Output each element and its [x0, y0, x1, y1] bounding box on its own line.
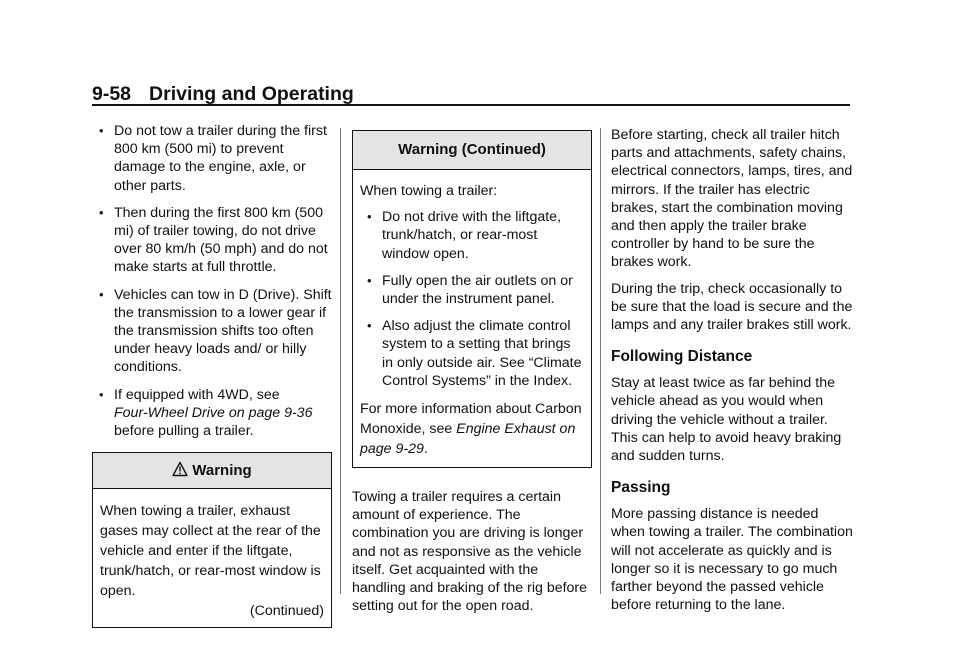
- bullet-icon: •: [99, 286, 104, 302]
- warning-continued-body: [353, 170, 591, 467]
- bullet-icon: •: [367, 272, 372, 288]
- bullet-icon: •: [367, 318, 372, 334]
- trip-check-paragraph: During the trip, check occasionally to be sure that the load is secure and the lamps and any trailer brakes still work.: [611, 280, 853, 334]
- bullet-icon: •: [99, 204, 104, 220]
- list-item: • Do not tow a trailer during the first 800 km (500 mi) to prevent damage to the engine, axle, or other parts.: [99, 123, 327, 194]
- list-item: • Then during the first 800 km (500 mi) of trailer towing, do not drive over 80 km/h (50 mph) and do not make starts at full throttle.: [99, 204, 328, 276]
- warning-body: [93, 489, 331, 627]
- warning-triangle-icon: [172, 461, 188, 477]
- list-item: • Do not drive with the liftgate, trunk/hatch, or rear-most window open.: [367, 209, 562, 262]
- warning-continued-header: Warning (Continued): [353, 131, 591, 170]
- bullet-icon: •: [99, 123, 104, 138]
- cross-reference-link[interactable]: Engine Exhaust on page 9-29: [360, 421, 576, 458]
- bullet-icon: •: [367, 209, 372, 225]
- list-item: • Vehicles can tow in D (Drive). Shift the transmission to a lower gear if the transmission shifts too often under heavy loads and/ or hilly conditions.: [99, 286, 332, 376]
- towing-precautions-list: [360, 208, 584, 390]
- section-title: Driving and Operating: [149, 83, 354, 105]
- column-divider-2: [600, 128, 601, 594]
- inspection-paragraph: Before starting, check all trailer hitch parts and attachments, safety chains, electrical connectors, lamps, tires, and mirrors. If the trailer has electric brakes, start the combination moving and then apply the trailer brake controller by hand to be sure the brakes work.: [611, 127, 853, 271]
- continued-label: (Continued): [249, 603, 324, 620]
- towing-experience-paragraph: Towing a trailer requires a certain amount of experience. The combination you are driving is longer and not as responsive as the vehicle itself. Get acquainted with the handling and braking of the rig before setting out for the open road.: [352, 489, 588, 615]
- warning-intro: When towing a trailer:: [360, 183, 498, 199]
- list-item: • Also adjust the climate control system to a setting that brings in only outside air. See “Climate Control Systems” in the Index.: [367, 318, 582, 389]
- warning-text: When towing a trailer, exhaust gases may collect at the rear of the vehicle and enter if the liftgate, trunk/hatch, or rear-most window is open.: [100, 503, 321, 600]
- more-info-text: For more information about Carbon Monoxide, see Engine Exhaust on page 9-29.: [360, 401, 582, 458]
- tow-rules-list: [92, 122, 332, 440]
- column-divider-1: [340, 128, 341, 594]
- page-header: [92, 82, 850, 106]
- cross-reference-link[interactable]: Four-Wheel Drive on page 9-36: [114, 404, 313, 421]
- passing-heading: Passing: [611, 479, 671, 497]
- warning-title: Warning: [192, 462, 252, 480]
- following-distance-heading: Following Distance: [611, 348, 753, 366]
- passing-paragraph: More passing distance is needed when towing a trailer. The combination will not accelerate as quickly and is longer so it is necessary to go much farther beyond the passed vehicle before returning to the lane.: [611, 506, 853, 614]
- column-1: [92, 122, 332, 628]
- following-distance-paragraph: Stay at least twice as far behind the vehicle ahead as you would when driving the vehicle without a trailer. This can help to avoid heavy braking and sudden turns.: [611, 375, 842, 465]
- warning-box: [92, 452, 332, 628]
- warning-header: [93, 453, 331, 489]
- page-number: 9-58: [92, 83, 132, 105]
- column-3: [611, 126, 853, 622]
- bullet-icon: •: [99, 386, 104, 402]
- column-2: [352, 122, 592, 623]
- list-item: • Fully open the air outlets on or under the instrument panel.: [367, 272, 573, 308]
- header-rule: [92, 104, 850, 106]
- list-item: • If equipped with 4WD, see Four-Wheel Drive on page 9-36 before pulling a trailer.: [99, 386, 313, 440]
- warning-continued-box: [352, 130, 592, 468]
